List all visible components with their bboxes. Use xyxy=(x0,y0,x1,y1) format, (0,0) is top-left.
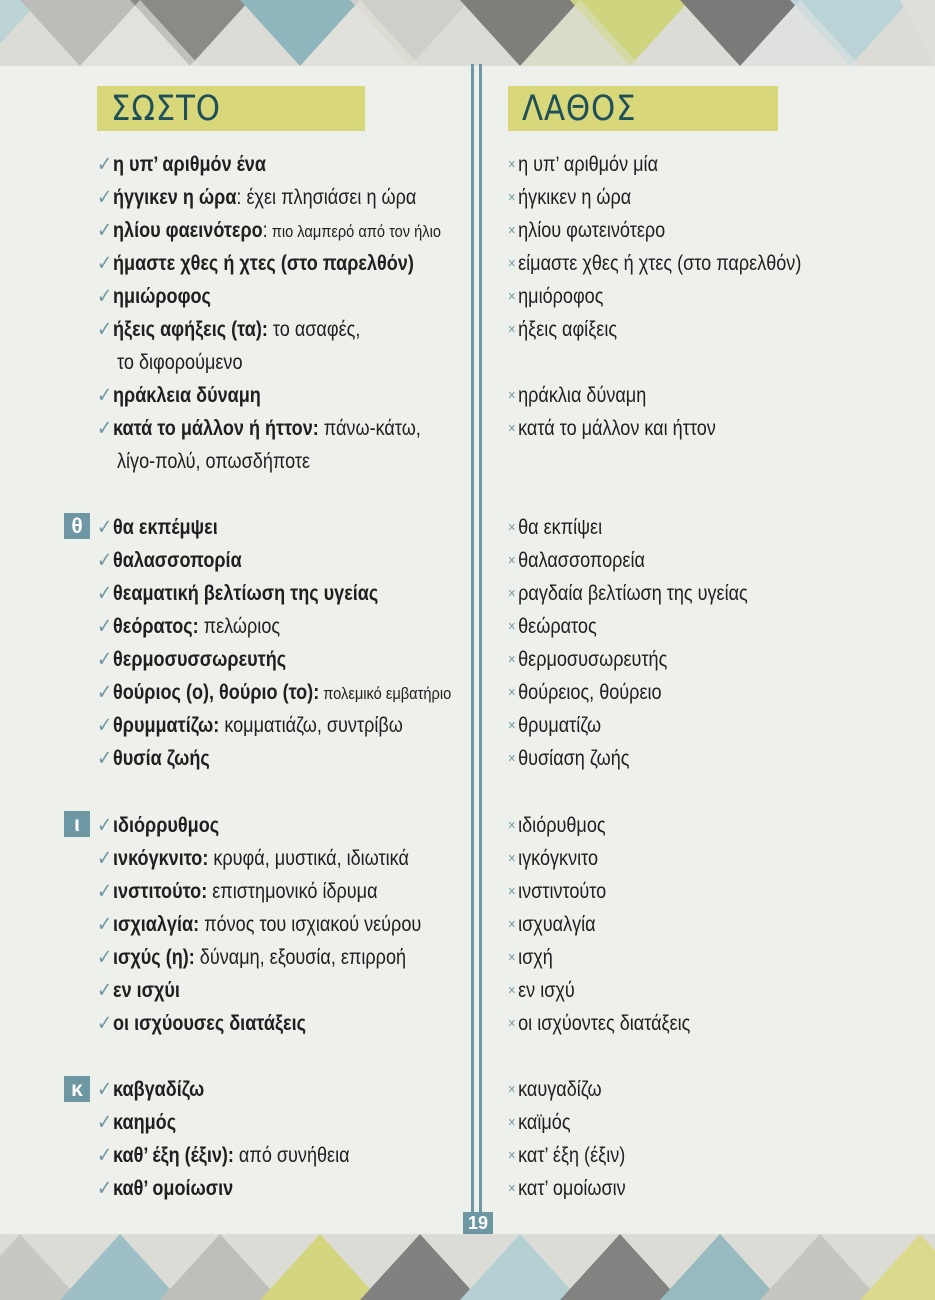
header-wrong xyxy=(508,86,778,131)
correct-term: θεαματική βελτίωση της υγείας xyxy=(113,582,379,605)
cross-icon: × xyxy=(508,1114,516,1131)
correct-term: καβγαδίζω xyxy=(113,1078,205,1101)
wrong-term: ισχή xyxy=(518,946,553,969)
cross-icon: × xyxy=(508,916,516,933)
header-wrong-label: ΛΑΘΟΣ xyxy=(522,89,637,129)
correct-entry xyxy=(97,880,423,904)
wrong-term: θρυματίζω xyxy=(518,714,602,737)
cross-icon: × xyxy=(508,255,516,272)
cross-icon: × xyxy=(508,420,516,437)
correct-entry xyxy=(97,714,453,738)
cross-icon: × xyxy=(508,618,516,635)
correct-term: ηλίου φαεινότερο xyxy=(113,219,263,242)
correct-entry xyxy=(97,384,288,408)
wrong-term: ιγκόγκνιτο xyxy=(518,847,599,870)
wrong-entry xyxy=(508,384,669,410)
continued-text: το διφορούμενο xyxy=(117,351,243,374)
cross-icon: × xyxy=(508,288,516,305)
correct-term: θυσία ζωής xyxy=(113,747,210,770)
wrong-term: ηλίου φωτεινότερο xyxy=(518,219,666,242)
cross-icon: × xyxy=(508,684,516,701)
wrong-entry xyxy=(508,318,635,344)
wrong-entry xyxy=(508,285,619,311)
bottom-decorative-band xyxy=(0,1234,935,1300)
top-decorative-band xyxy=(0,0,935,66)
check-icon: ✓ xyxy=(97,1177,113,1200)
cross-icon: × xyxy=(508,750,516,767)
wrong-entry xyxy=(508,979,586,1005)
cross-icon: × xyxy=(508,189,516,206)
cross-icon: × xyxy=(508,883,516,900)
cross-icon: × xyxy=(508,222,516,239)
wrong-term: η υπ’ αριθμόν μία xyxy=(518,153,659,176)
correct-term: θερμοσυσσωρευτής xyxy=(113,648,287,671)
check-icon: ✓ xyxy=(97,681,113,704)
correct-term: καθ’ έξη (έξιν): xyxy=(113,1144,234,1167)
correct-entry xyxy=(97,814,239,838)
wrong-entry xyxy=(508,615,611,641)
correct-definition: πάνω-κάτω, xyxy=(318,417,421,440)
wrong-term: οι ισχύοντες διατάξεις xyxy=(518,1012,691,1035)
correct-definition: από συνήθεια xyxy=(233,1144,350,1167)
correct-term: θρυμματίζω: xyxy=(113,714,220,737)
wrong-entry xyxy=(508,417,750,443)
cross-icon: × xyxy=(508,519,516,536)
correct-definition: πόνος του ισχιακού νεύρου xyxy=(199,913,422,936)
check-icon: ✓ xyxy=(97,219,113,242)
cross-icon: × xyxy=(508,321,516,338)
check-icon: ✓ xyxy=(97,814,113,837)
check-icon: ✓ xyxy=(97,1012,113,1035)
correct-entry xyxy=(97,219,497,244)
correct-entry xyxy=(97,318,403,342)
check-icon: ✓ xyxy=(97,714,113,737)
wrong-term: ήγκικεν η ώρα xyxy=(518,186,632,209)
correct-entry xyxy=(97,946,456,970)
wrong-entry xyxy=(508,681,687,707)
correct-term: η υπ’ αριθμόν ένα xyxy=(113,153,266,176)
cross-icon: × xyxy=(508,651,516,668)
cross-icon: × xyxy=(508,1015,516,1032)
check-icon: ✓ xyxy=(97,648,113,671)
check-icon: ✓ xyxy=(97,582,113,605)
wrong-term: θερμοσυσωρευτής xyxy=(518,648,668,671)
wrong-entry xyxy=(508,1177,645,1203)
wrong-entry xyxy=(508,186,651,212)
wrong-entry xyxy=(508,946,560,972)
correct-entry xyxy=(97,1012,340,1036)
wrong-entry xyxy=(508,714,616,740)
wrong-entry xyxy=(508,516,617,542)
header-correct xyxy=(97,86,365,131)
correct-term: καθ’ ομοίωσιν xyxy=(113,1177,234,1200)
wrong-term: κατ’ έξη (έξιν) xyxy=(518,1144,626,1167)
wrong-entry xyxy=(508,880,622,906)
cross-icon: × xyxy=(508,585,516,602)
cross-icon: × xyxy=(508,717,516,734)
correct-term: ηράκλεια δύναμη xyxy=(113,384,261,407)
wrong-entry xyxy=(508,219,691,245)
correct-term: εν ισχύι xyxy=(113,979,180,1002)
wrong-term: καϊμός xyxy=(518,1111,571,1134)
correct-definition: κρυφά, μυστικά, ιδιωτικά xyxy=(208,847,409,870)
correct-entry xyxy=(97,1078,222,1102)
header-correct-label: ΣΩΣΤΟ xyxy=(111,89,221,129)
check-icon: ✓ xyxy=(97,153,113,176)
correct-definition: κομματιάζω, συντρίβω xyxy=(219,714,403,737)
check-icon: ✓ xyxy=(97,913,113,936)
wrong-entry xyxy=(508,1078,617,1104)
correct-entry xyxy=(97,1144,391,1168)
cross-icon: × xyxy=(508,982,516,999)
correct-entry xyxy=(97,549,265,573)
cross-icon: × xyxy=(508,817,516,834)
cross-icon: × xyxy=(508,1081,516,1098)
correct-term: θούριος (ο), θούριο (το): xyxy=(113,681,320,704)
wrong-entry xyxy=(508,1012,720,1038)
continued-text: λίγο-πολύ, οπωσδήποτε xyxy=(117,450,311,473)
correct-term: ινστιτούτο: xyxy=(113,880,208,903)
wrong-term: ιδιόρυθμος xyxy=(518,814,606,837)
correct-definition: επιστημονικό ίδρυμα xyxy=(207,880,378,903)
check-icon: ✓ xyxy=(97,615,113,638)
wrong-term: ισχυαλγία xyxy=(518,913,596,936)
check-icon: ✓ xyxy=(97,417,113,440)
correct-entry xyxy=(97,979,193,1003)
correct-term: θαλασσοπορία xyxy=(113,549,242,572)
correct-term: ιδιόρρυθμος xyxy=(113,814,220,837)
cross-icon: × xyxy=(508,850,516,867)
term-separator: : xyxy=(236,186,242,209)
check-icon: ✓ xyxy=(97,318,113,341)
check-icon: ✓ xyxy=(97,186,113,209)
wrong-term: κατά το μάλλον και ήττον xyxy=(518,417,716,440)
correct-definition: έχει πλησιάσει η ώρα xyxy=(241,186,417,209)
correct-entry xyxy=(97,1111,189,1135)
cross-icon: × xyxy=(508,552,516,569)
section-letter-kappa: κ xyxy=(64,1076,90,1102)
section-letter-theta: θ xyxy=(64,513,90,539)
correct-term: ινκόγκνιτο: xyxy=(113,847,209,870)
wrong-term: ραγδαία βελτίωση της υγείας xyxy=(518,582,748,605)
check-icon: ✓ xyxy=(97,384,113,407)
correct-term: θεόρατος: xyxy=(113,615,199,638)
wrong-term: κατ’ ομοίωσιν xyxy=(518,1177,626,1200)
correct-definition-continued xyxy=(117,351,263,375)
wrong-entry xyxy=(508,252,849,278)
check-icon: ✓ xyxy=(97,1111,113,1134)
wrong-term: θεώρατος xyxy=(518,615,597,638)
wrong-term: εν ισχύ xyxy=(518,979,575,1002)
wrong-term: ινστιντούτο xyxy=(518,880,607,903)
check-icon: ✓ xyxy=(97,1078,113,1101)
correct-entry xyxy=(97,1177,255,1201)
check-icon: ✓ xyxy=(97,285,113,308)
check-icon: ✓ xyxy=(97,252,113,275)
correct-entry xyxy=(97,747,228,771)
wrong-term: θα εκπίψει xyxy=(518,516,603,539)
cross-icon: × xyxy=(508,387,516,404)
check-icon: ✓ xyxy=(97,946,113,969)
wrong-term: ημιόροφος xyxy=(518,285,604,308)
wrong-entry xyxy=(508,747,649,773)
wrong-entry xyxy=(508,582,787,608)
correct-term: ήμαστε χθες ή χτες (στο παρελθόν) xyxy=(113,252,414,275)
correct-entry xyxy=(97,516,237,540)
correct-term: κατά το μάλλον ή ήττον: xyxy=(113,417,319,440)
wrong-entry xyxy=(508,648,693,674)
wrong-term: είμαστε χθες ή χτες (στο παρελθόν) xyxy=(518,252,802,275)
check-icon: ✓ xyxy=(97,516,113,539)
correct-entry xyxy=(97,582,424,606)
correct-term: ισχιαλγία: xyxy=(113,913,200,936)
correct-definition-continued xyxy=(117,450,342,474)
cross-icon: × xyxy=(508,1147,516,1164)
wrong-term: ηράκλια δύναμη xyxy=(518,384,647,407)
wrong-entry xyxy=(508,1111,581,1137)
wrong-entry xyxy=(508,549,667,575)
correct-entry xyxy=(97,153,293,177)
correct-entry xyxy=(97,186,468,210)
correct-term: ημιώροφος xyxy=(113,285,211,308)
page-number: 19 xyxy=(463,1212,493,1234)
correct-term: καημός xyxy=(113,1111,177,1134)
check-icon: ✓ xyxy=(97,1144,113,1167)
correct-definition: πιο λαμπερό από τον ήλιο xyxy=(267,222,442,241)
wrong-entry xyxy=(508,847,613,873)
check-icon: ✓ xyxy=(97,747,113,770)
check-icon: ✓ xyxy=(97,979,113,1002)
wrong-term: θυσίαση ζωής xyxy=(518,747,630,770)
check-icon: ✓ xyxy=(97,549,113,572)
correct-definition: δύναμη, εξουσία, επιρροή xyxy=(194,946,407,969)
correct-term: οι ισχύουσες διατάξεις xyxy=(113,1012,306,1035)
correct-entry xyxy=(97,417,474,441)
correct-entry xyxy=(97,681,509,706)
wrong-term: θαλασσοπορεία xyxy=(518,549,645,572)
correct-term: θα εκπέμψει xyxy=(113,516,218,539)
correct-term: ήξεις αφήξεις (τα): xyxy=(113,318,268,341)
correct-entry xyxy=(97,252,465,276)
correct-definition: το ασαφές, xyxy=(267,318,361,341)
wrong-term: ήξεις αφίξεις xyxy=(518,318,618,341)
correct-entry xyxy=(97,285,229,309)
section-letter-iota: ι xyxy=(64,811,90,837)
term-separator: : xyxy=(262,219,268,242)
correct-definition: πελώριος xyxy=(198,615,281,638)
correct-definition: πολεμικό εμβατήριο xyxy=(319,684,452,703)
cross-icon: × xyxy=(508,156,516,173)
correct-entry xyxy=(97,615,310,639)
check-icon: ✓ xyxy=(97,880,113,903)
wrong-term: καυγαδίζω xyxy=(518,1078,602,1101)
wrong-entry xyxy=(508,1144,644,1170)
wrong-entry xyxy=(508,153,682,179)
wrong-entry xyxy=(508,913,610,939)
cross-icon: × xyxy=(508,949,516,966)
cross-icon: × xyxy=(508,1180,516,1197)
wrong-entry xyxy=(508,814,621,840)
correct-entry xyxy=(97,847,460,871)
correct-entry xyxy=(97,648,317,672)
correct-entry xyxy=(97,913,474,937)
correct-term: ήγγικεν η ώρα xyxy=(113,186,237,209)
correct-term: ισχύς (η): xyxy=(113,946,195,969)
check-icon: ✓ xyxy=(97,847,113,870)
wrong-term: θούρειος, θούρειο xyxy=(518,681,662,704)
